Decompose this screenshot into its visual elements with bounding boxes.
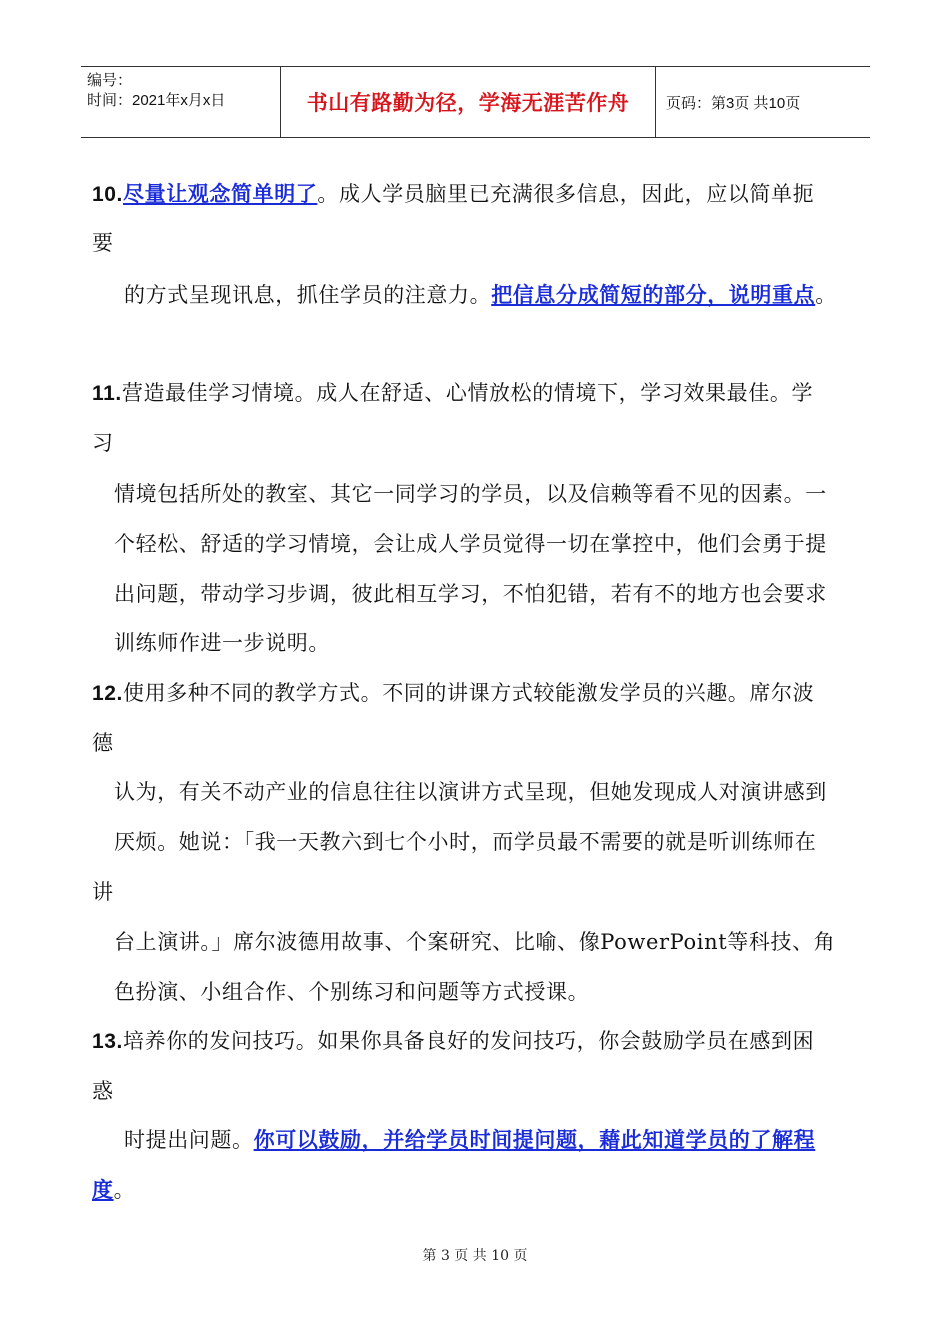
item-13-line-1 — [92, 1027, 814, 1056]
item-text: 使用多种不同的教学方式。不同的讲课方式较能激发学员的兴趣。席尔波 — [123, 681, 815, 705]
item-number: 10. — [92, 183, 123, 206]
item-13-link-cont[interactable]: 度 — [92, 1177, 114, 1202]
item-11-line-4: 个轻松、舒适的学习情境，会让成人学员觉得一切在掌控中，他们会勇于提 — [114, 532, 827, 556]
header-meta — [81, 67, 281, 137]
item-12-line-2: 德 — [92, 731, 114, 755]
item-12-line-5: 讲 — [92, 880, 114, 904]
item-number: 11. — [92, 382, 122, 405]
item-13-line-3 — [124, 1126, 815, 1154]
item-10-line-3 — [124, 281, 837, 309]
item-11-line-6: 训练师作进一步说明。 — [114, 631, 330, 655]
item-number: 13. — [92, 1030, 123, 1053]
item-12-line-4: 厌烦。她说：「我一天教六到七个小时，而学员最不需要的就是听训练师在 — [114, 830, 817, 854]
item-12-line-7: 色扮演、小组合作、个别练习和问题等方式授课。 — [114, 980, 590, 1004]
item-10-key-point-link[interactable]: 把信息分成简短的部分，说明重点 — [491, 282, 816, 307]
item-13-link[interactable]: 你可以鼓励，并给学员时间提问题，藉此知道学员的了解程 — [253, 1127, 816, 1152]
time-label: 时间：2021年x月x日 — [87, 92, 226, 109]
item-11-line-3: 情境包括所处的教室、其它一同学习的学员，以及信赖等看不见的因素。一 — [114, 482, 827, 506]
item-13-line-4 — [92, 1176, 135, 1204]
item-11-line-5: 出问题，带动学习步调，彼此相互学习，不怕犯错，若有不的地方也会要求 — [114, 582, 827, 606]
item-text: 。 — [815, 283, 837, 307]
serial-label: 编号： — [87, 72, 133, 89]
item-number: 12. — [92, 682, 123, 705]
item-10-line-2: 要 — [92, 231, 114, 255]
item-text: 。 — [113, 1178, 136, 1202]
page-header — [81, 66, 870, 138]
item-text: 时提出问题。 — [124, 1128, 254, 1152]
header-page-label: 页码：第3页 共10页 — [666, 94, 801, 112]
item-text: 培养你的发问技巧。如果你具备良好的发问技巧，你会鼓励学员在感到困 — [123, 1029, 815, 1053]
item-10-link[interactable]: 尽量让观念简单明了 — [123, 181, 318, 206]
item-12-line-1 — [92, 679, 814, 708]
item-13-line-2: 惑 — [92, 1079, 114, 1103]
item-text: 。成人学员脑里已充满很多信息，因此，应以简单扼 — [317, 182, 815, 206]
item-11-line-1 — [92, 379, 813, 408]
item-text: 的方式呈现讯息，抓住学员的注意力。 — [124, 283, 492, 307]
item-12-line-3: 认为，有关不动产业的信息往往以演讲方式呈现，但她发现成人对演讲感到 — [114, 780, 827, 804]
item-12-line-6: 台上演讲。」席尔波德用故事、个案研究、比喻、像PowerPoint等科技、角 — [114, 930, 836, 954]
header-motto: 书山有路勤为径，学海无涯苦作舟 — [281, 67, 656, 137]
item-10-line-1 — [92, 180, 814, 209]
item-text: 营造最佳学习情境。成人在舒适、心情放松的情境下，学习效果最佳。学 — [121, 381, 814, 405]
item-11-line-2: 习 — [92, 431, 114, 455]
page-footer: 第 3 页 共 10 页 — [422, 1248, 528, 1264]
